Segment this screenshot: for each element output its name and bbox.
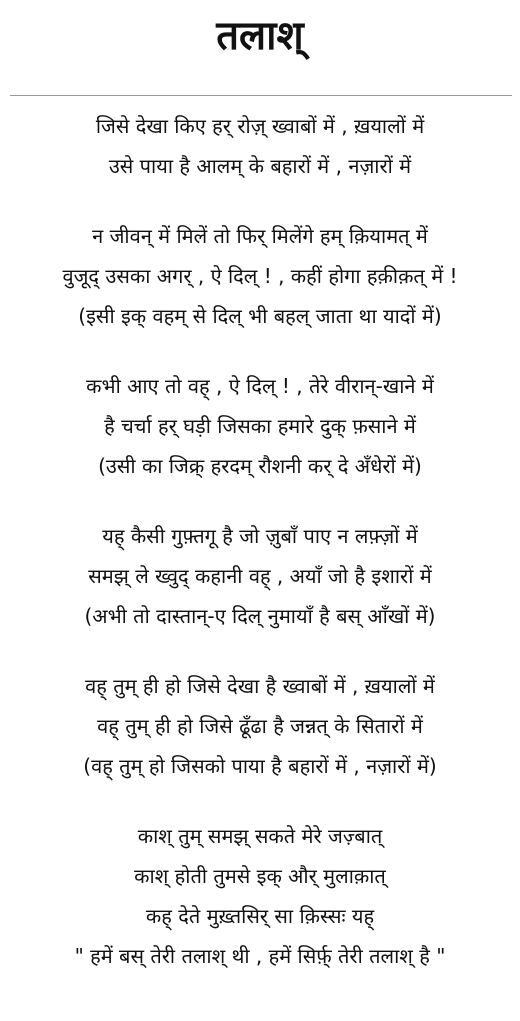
verse-line: यह् कैसी गुफ़्तगू है जो ज़ुबाँ पाए न लफ़्ज़ों में [102,524,418,548]
verse-line: वह् तुम् ही हो जिसे देखा है ख्वाबों में , ख़यालों में [85,674,435,698]
verse-line: न जीवन् में मिलें तो फिर् मिलेंगे हम् क़ियामत् में [92,224,428,248]
verse-line: उसे पाया है आलम् के बहारों में , नज़ारों में [108,154,412,178]
stanza-4 [0,516,520,636]
verse-line: (वह् तुम् हो जिसको पाया है बहारों में , नज़ारों में) [83,754,437,778]
verse-line: " हमें बस् तेरी तलाश् थी , हमें सिर्फ़् तेरी तलाश् है " [74,944,446,968]
verse-line: (अभी तो दास्तान्-ए दिल् नुमायाँ है बस् आँखों में) [84,604,436,628]
verse-line: काश् तुम् समझ् सकते मेरे जज़्बात् [137,824,383,848]
stanza-5 [0,666,520,786]
verse-line: वुजूद् उसका अगर् , ऐ दिल् ! , कहीं होगा हक़ीक़त् में ! [62,264,458,288]
poem-title: तलाश् [216,13,304,59]
verse-line: (उसी का जिक्र् हरदम् रौशनी कर् दे अँधेरों में) [98,454,422,478]
stanza-1 [0,106,520,186]
verse-line: (इसी इक् वहम् से दिल् भी बहल् जाता था यादों में) [78,304,442,328]
title-divider [10,95,512,96]
poem-body [0,106,520,976]
verse-line: समझ् ले ख्वुद् कहानी वह् , अयाँ जो है इशारों में [88,564,432,588]
stanza-2 [0,216,520,336]
stanza-3 [0,366,520,486]
stanza-6 [0,816,520,976]
verse-line: काश् होती तुमसे इक् और् मुलाक़ात् [134,864,386,888]
verse-line: कह् देते मुख़्तसिर् सा क़िस्सः यह् [145,904,375,928]
verse-line: वह् तुम् ही हो जिसे ढूँढा है जन्नत् के सितारों में [97,714,423,738]
verse-line: कभी आए तो वह् , ऐ दिल् ! , तेरे वीरान्-खाने में [86,374,434,398]
verse-line: है चर्चा हर् घड़ी जिसका हमारे दुक् फ़साने में [104,414,416,438]
verse-line: जिसे देखा किए हर् रोज़् ख्वाबों में , ख़यालों में [95,114,425,138]
